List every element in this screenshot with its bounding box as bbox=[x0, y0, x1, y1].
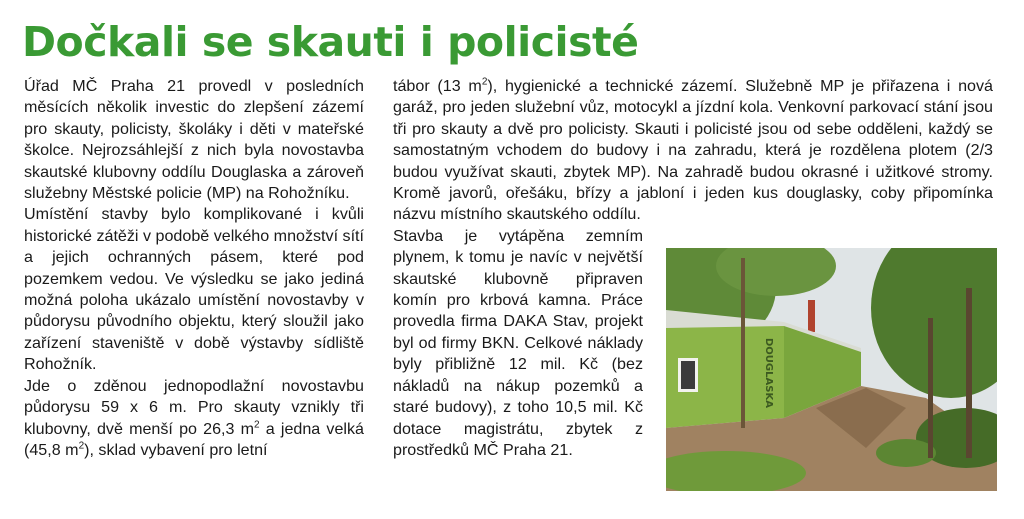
tree-trunk bbox=[966, 288, 972, 458]
article-left-column bbox=[24, 76, 364, 461]
superscript: 2 bbox=[481, 76, 488, 88]
text-fragment: ), hygienické a technické zázemí. Služebně MP je přiřazena i nová garáž, pro jeden služební vůz, motocykl a jízdní kola. Venkovní parkovací stání jsou tři pro skauty a dvě pro policisty. Skauti i policisté jsou od sebe odděleni, každý se samostatným vchodem do budovy i na zahradu, která je rozdělena plotem (2/3 budou využívat skauti, zbytek MP). Na zahradě budou okrasné i užitkové stromy. Kromě javorů, ořešáku, břízy a jabloní i jeden kus douglasky, coby připomínka názvu místního skautského oddílu. bbox=[393, 77, 993, 224]
chimney bbox=[808, 300, 815, 332]
text-fragment: Jde o zděnou jednopodlažní novostavbu půdorysu 59 x 6 m. Pro skauty vznikly tři klubovny, dvě menší po 26,3 m bbox=[24, 376, 364, 438]
building-sign: DOUGLASKA bbox=[763, 338, 774, 408]
paragraph-building bbox=[24, 376, 364, 462]
article-title: Dočkali se skauti i policisté bbox=[22, 18, 639, 66]
text-fragment: ), sklad vybavení pro letní bbox=[84, 440, 268, 459]
paragraph-placement: Umístění stavby bylo komplikované i kvůli historické zátěži v podobě velkého množství sítí a jejich ochranných pásem, které pod pozemkem vedou. Ve výsledku se jako jediná možná poloha ukázalo umístění novostavby v půdorysu původního objektu, který sloužil jako zařízení staveniště v době výstavby sídliště Rohožník. bbox=[24, 205, 364, 374]
superscript: 2 bbox=[78, 440, 85, 452]
tree-trunk bbox=[928, 318, 933, 458]
paragraph-facilities bbox=[393, 76, 993, 226]
paragraph-costs: Stavba je vytápěna zemním plynem, k tomu je navíc v největší skautské klubovně připraven komín pro krbová kamna. Práce provedla firma DAKA Stav, projekt byl od firmy BKN. Celkové náklady byly přibližně 12 mil. Kč (bez nákladů na nákup pozemků a staré budovy), z toho 10,5 mil. Kč dotace magistrátu, zbytek z prostředků MČ Praha 21. bbox=[393, 226, 643, 459]
building-photo-illustration bbox=[666, 248, 997, 491]
building-window bbox=[681, 361, 695, 389]
text-fragment: a jedna velká (45,8 m bbox=[24, 419, 364, 459]
bush-middle bbox=[876, 439, 936, 467]
tree-trunk bbox=[741, 258, 745, 428]
building-photo bbox=[666, 248, 997, 491]
paragraph-intro: Úřad MČ Praha 21 provedl v posledních měsících několik investic do zlepšení zázemí pro skauty, policisty, školáky i děti v mateřské školce. Nejrozsáhlejší z nich byla novostavba skautské klubovny oddílu Douglaska a zároveň služebny Městské policie (MP) na Rohožníku. bbox=[24, 77, 364, 203]
superscript: 2 bbox=[254, 419, 260, 431]
text-fragment: tábor (13 m bbox=[393, 77, 482, 95]
